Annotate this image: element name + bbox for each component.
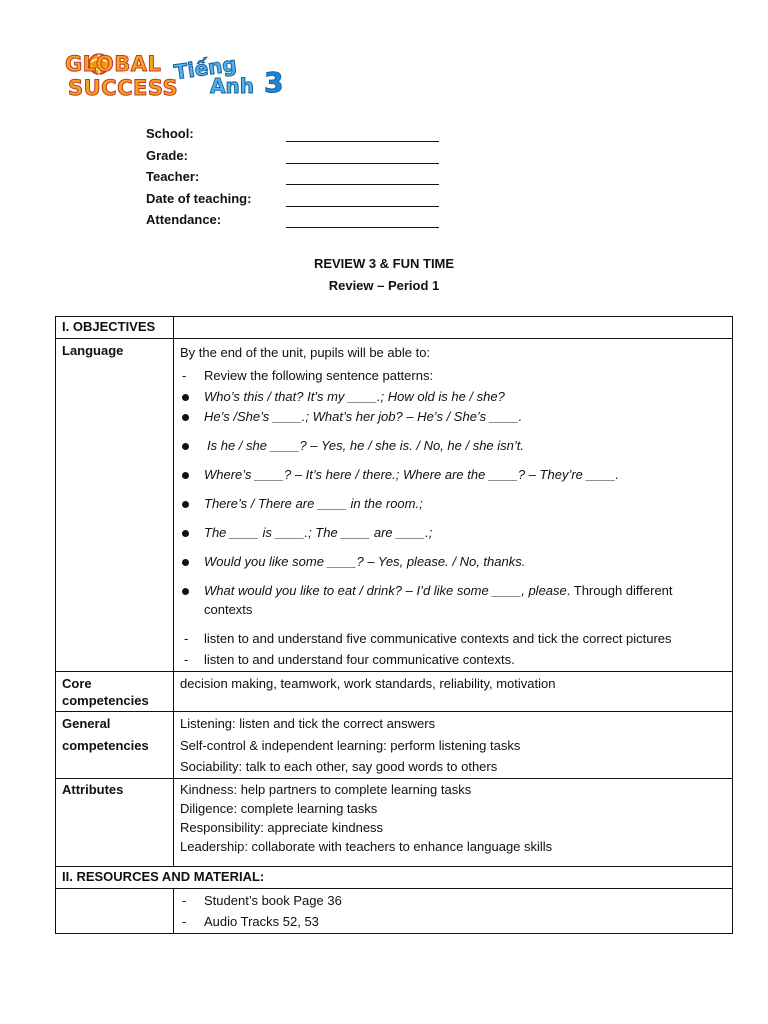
list-item: Sociability: talk to each other, say good words to others <box>180 759 498 774</box>
pattern-text: What would you like to eat / drink? – I’d like some ____, please <box>204 583 567 598</box>
pattern-text: The ____ is ____.; The ____ are ____.; <box>204 525 433 540</box>
tieng-anh-3-logo <box>172 51 294 99</box>
dash-marker: - <box>184 652 189 667</box>
series-word1: Tiếng <box>172 51 238 85</box>
pattern-text: Would you like some ____? – Yes, please. / No, thanks. <box>204 554 526 569</box>
table-row <box>56 339 733 672</box>
pattern-text: There’s / There are ____ in the room.; <box>204 496 423 511</box>
language-label: Language <box>56 339 174 672</box>
page-title: REVIEW 3 & FUN TIME <box>313 256 455 271</box>
pattern-text-cont: contexts <box>204 602 253 617</box>
objectives-heading: I. OBJECTIVES <box>56 317 174 339</box>
resource-item <box>180 890 726 912</box>
resource-text: Audio Tracks 52, 53 <box>204 914 319 929</box>
pattern-text: Where’s ____? – It’s here / there.; Where are the ____? – They’re ____. <box>204 467 620 482</box>
bullet-dot <box>182 414 189 421</box>
dash-marker: - <box>184 631 189 646</box>
pattern-item <box>180 407 726 436</box>
list-item: Kindness: help partners to complete learning tasks <box>180 781 472 797</box>
pattern-item <box>180 436 726 465</box>
pattern-item <box>180 387 726 407</box>
pattern-item <box>180 552 726 581</box>
resource-text: Student’s book Page 36 <box>204 892 342 908</box>
pattern-item <box>180 465 726 494</box>
brand-line2: SUCCESS <box>68 76 179 100</box>
table-row <box>56 712 733 779</box>
pattern-item <box>180 581 726 629</box>
info-row-school <box>146 126 446 148</box>
list-item: Leadership: collaborate with teachers to enhance language skills <box>180 838 553 854</box>
attributes-label: Attributes <box>56 778 174 866</box>
language-content <box>174 339 733 672</box>
language-intro: By the end of the unit, pupils will be able to: <box>180 345 431 360</box>
list-item: Self-control & independent learning: perform listening tasks <box>180 737 521 753</box>
core-label-line1: Core <box>62 676 92 691</box>
bullet-dot <box>182 472 189 479</box>
bullet-dot <box>182 559 189 566</box>
pattern-text-rest: . Through different <box>566 583 673 598</box>
table-row <box>56 866 733 888</box>
bullet-dot <box>182 588 189 595</box>
info-row-attendance <box>146 212 446 234</box>
grade-blank <box>286 163 439 164</box>
pattern-text: Is he / she ____? – Yes, he / she is. / No, he / she isn’t. <box>207 438 525 453</box>
dash-marker: - <box>182 914 187 929</box>
listen-text: listen to and understand four communicative contexts. <box>204 652 515 667</box>
list-item: Responsibility: appreciate kindness <box>180 819 384 835</box>
pattern-text: He’s /She’s ____.; What’s her job? – He’s / She’s ____. <box>204 409 523 424</box>
date-blank <box>286 206 439 207</box>
attributes-content <box>174 778 733 866</box>
general-content <box>174 712 733 779</box>
core-label-line2: competencies <box>62 693 149 708</box>
series-number: 3 <box>264 66 284 99</box>
review-text: Review the following sentence patterns: <box>204 368 434 383</box>
info-row-teacher <box>146 169 446 191</box>
listen-item <box>180 650 726 669</box>
listen-item <box>180 629 726 650</box>
global-success-logo <box>62 50 179 102</box>
empty-cell <box>174 317 733 339</box>
empty-cell <box>56 888 174 933</box>
resources-content <box>174 888 733 933</box>
school-blank <box>286 141 439 142</box>
list-item: Listening: listen and tick the correct answers <box>180 716 436 731</box>
dash-marker: - <box>182 368 187 383</box>
info-row-date <box>146 191 446 213</box>
table-row <box>56 317 733 339</box>
core-text: decision making, teamwork, work standards, reliability, motivation <box>174 672 733 712</box>
pattern-item <box>180 494 726 523</box>
pattern-text: Who’s this / that? It’s my ____.; How old is he / she? <box>204 389 505 404</box>
lesson-plan-table <box>55 316 733 934</box>
school-label: School: <box>146 126 194 141</box>
list-item: Diligence: complete learning tasks <box>180 800 378 816</box>
date-label: Date of teaching: <box>146 190 252 206</box>
teacher-label: Teacher: <box>146 169 200 184</box>
general-label-line2: competencies <box>62 737 149 753</box>
table-row <box>56 888 733 933</box>
teacher-blank <box>286 184 439 185</box>
attendance-blank <box>286 227 439 228</box>
bullet-dot <box>182 394 189 401</box>
bullet-dot <box>182 530 189 537</box>
info-row-grade <box>146 148 446 170</box>
core-label <box>56 672 174 712</box>
attendance-label: Attendance: <box>146 212 222 227</box>
general-label <box>56 712 174 779</box>
dash-marker: - <box>182 892 187 908</box>
resources-heading: II. RESOURCES AND MATERIAL: <box>56 866 733 888</box>
series-word2: Anh <box>210 74 254 98</box>
table-row <box>56 778 733 866</box>
pattern-item <box>180 523 726 552</box>
table-row <box>56 672 733 712</box>
review-line <box>180 366 726 387</box>
grade-label: Grade: <box>146 147 188 163</box>
brand-line1: GLOBAL <box>65 52 162 76</box>
listen-text: listen to and understand five communicative contexts and tick the correct pictures <box>204 631 672 646</box>
bullet-dot <box>182 443 189 450</box>
resource-item <box>180 911 726 933</box>
general-label-line1: General <box>62 716 111 731</box>
page-subtitle: Review – Period 1 <box>328 278 440 293</box>
lesson-info <box>146 126 446 234</box>
bullet-dot <box>182 501 189 508</box>
